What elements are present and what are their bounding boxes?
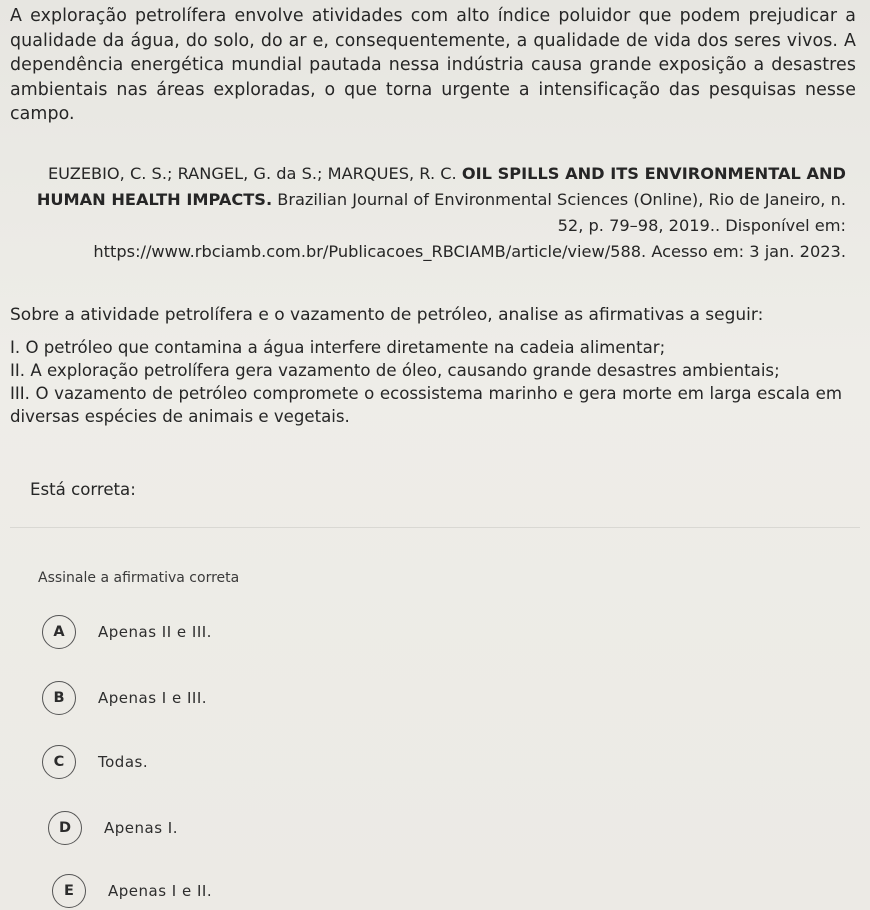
citation-reference (12, 161, 846, 265)
citation-title: OIL SPILLS AND ITS ENVIRONMENTAL AND HUMAN HEALTH IMPACTS. (36, 164, 846, 209)
option-b-letter[interactable]: B (42, 681, 76, 715)
option-a-label[interactable]: Apenas II e III. (98, 623, 212, 641)
option-e[interactable] (52, 872, 212, 910)
statements-list (10, 336, 842, 428)
statement-i: I. O petróleo que contamina a água interfere diretamente na cadeia alimentar; (10, 338, 666, 357)
option-c[interactable] (42, 743, 148, 781)
option-d-label[interactable]: Apenas I. (104, 819, 178, 837)
question-statement: Sobre a atividade petrolífera e o vazamento de petróleo, analise as afirmativas a seguir: (10, 305, 764, 325)
section-divider (10, 527, 860, 528)
option-e-letter[interactable]: E (52, 874, 86, 908)
option-a-letter[interactable]: A (42, 615, 76, 649)
option-c-letter[interactable]: C (42, 745, 76, 779)
answer-prompt: Está correta: (30, 480, 136, 499)
option-d[interactable] (48, 809, 178, 847)
intro-paragraph: A exploração petrolífera envolve atividades com alto índice poluidor que podem prejudicar a qualidade da água, do solo, do ar e, consequentemente, a qualidade de vida dos seres vivos. A dependência energética mundial pautada nessa indústria causa grande exposição a desastres ambientais nas áreas exploradas, o que torna urgente a intensificação das pesquisas nesse campo. (10, 6, 856, 124)
option-e-label[interactable]: Apenas I e II. (108, 882, 213, 900)
citation-authors: EUZEBIO, C. S.; RANGEL, G. da S.; MARQUES, R. C. (47, 164, 462, 183)
instruction-label: Assinale a afirmativa correta (38, 570, 240, 586)
option-a[interactable] (42, 613, 212, 651)
statement-ii: II. A exploração petrolífera gera vazamento de óleo, causando grande desastres ambientais; (10, 361, 780, 380)
option-b-label[interactable]: Apenas I e III. (98, 689, 208, 707)
option-c-label[interactable]: Todas. (98, 753, 149, 771)
option-d-letter[interactable]: D (48, 811, 82, 845)
citation-details: Brazilian Journal of Environmental Sciences (Online), Rio de Janeiro, n. 52, p. 79–98, 2019.. Disponível em: https://www.rbciamb.com.br/Publicacoes_RBCIAMB/article/view/588. Acesso em: 3 jan. 2023. (93, 190, 846, 261)
statement-iii: III. O vazamento de petróleo compromete o ecossistema marinho e gera morte em larga escala em diversas espécies de animais e vegetais. (10, 384, 842, 426)
option-b[interactable] (42, 679, 207, 717)
